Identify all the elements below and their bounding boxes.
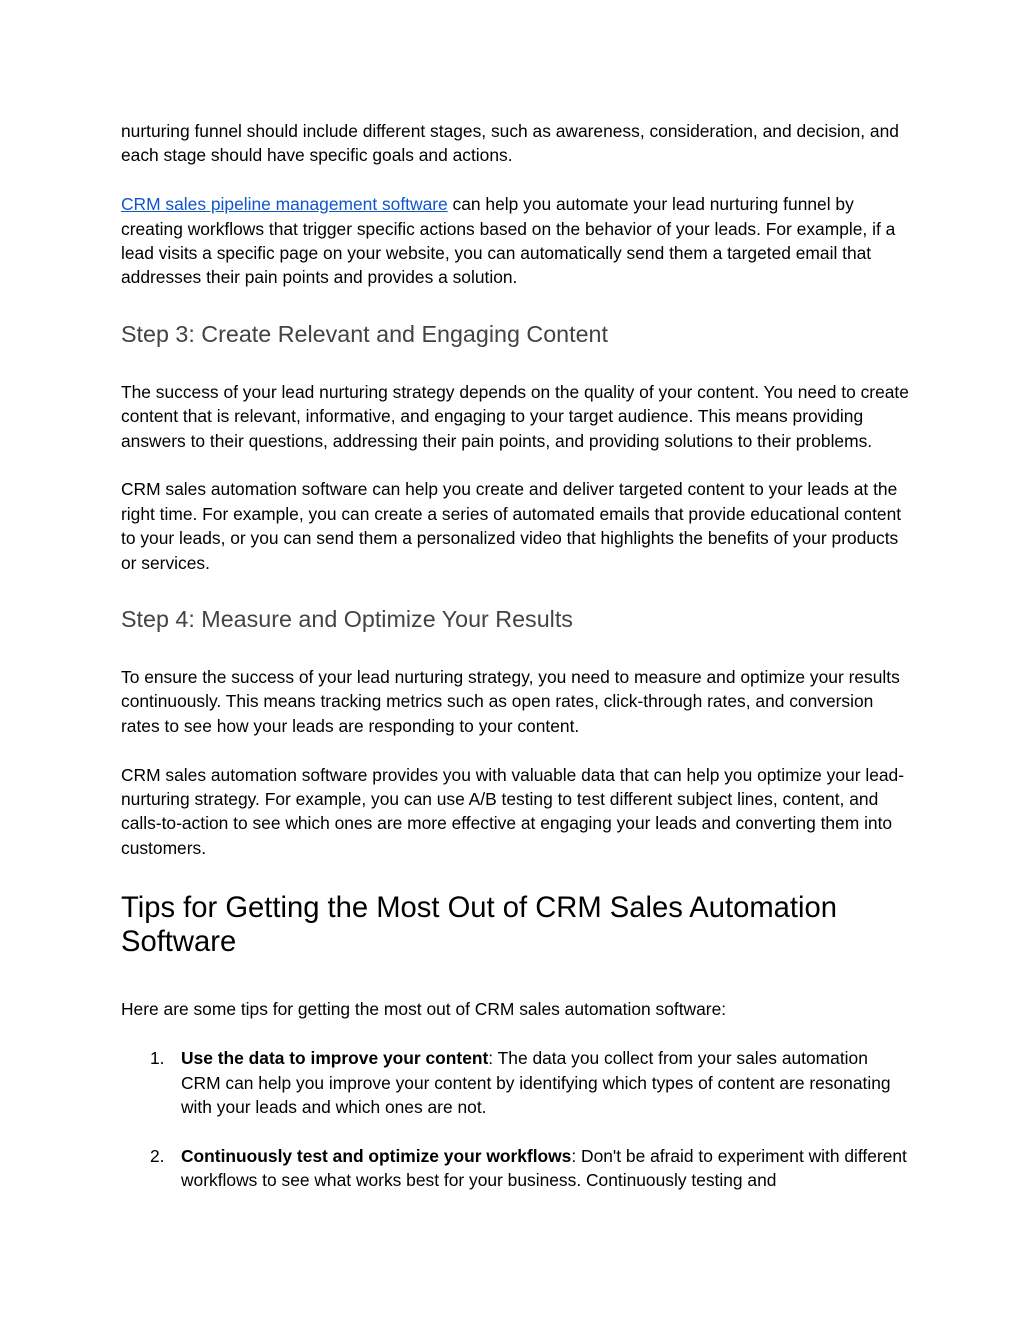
step4-heading: Step 4: Measure and Optimize Your Results (121, 606, 573, 633)
list-item (121, 1046, 911, 1119)
paragraph-valuable-data: CRM sales automation software provides you with valuable data that can help you optimize your lead-nurturing strategy. For example, you can use A/B testing to test different subject lines, content, and calls-to-action to see which ones are more effective at engaging your leads and converting them into customers. (121, 764, 904, 858)
spacer (121, 290, 911, 320)
document-page (121, 119, 911, 1193)
paragraph-targeted-content: CRM sales automation software can help you create and deliver targeted content to your leads at the right time. For example, you can create a series of automated emails that provide educational content to your leads, or you can send them a personalized video that highlights the benefits of your products or services. (121, 479, 902, 573)
spacer (121, 168, 911, 192)
list-item-text: : The data you collect from your sales automation CRM can help you improve your content by identifying which types of content are resonating with your leads and which ones are not. (181, 1048, 891, 1117)
spacer (121, 348, 911, 380)
list-item (121, 1144, 911, 1193)
list-item-text: : Don't be afraid to experiment with different workflows to see what works best for your business. Continuously testing and (181, 1145, 907, 1191)
tips-heading: Tips for Getting the Most Out of CRM Sales Automation Software (121, 892, 837, 959)
paragraph-pipeline-software (121, 192, 911, 290)
tips-intro: Here are some tips for getting the most out of CRM sales automation software: (121, 999, 727, 1020)
spacer (121, 575, 911, 605)
list-item-title: Use the data to improve your content (181, 1048, 489, 1069)
spacer (121, 860, 911, 891)
spacer (121, 959, 911, 997)
paragraph-pipeline-text: can help you automate your lead nurturing funnel by creating workflows that trigger specific actions based on the behavior of your leads. For example, if a lead visits a specific page on your website, you can automatically send them a targeted email that addresses their pain points and provides a solution. (121, 194, 896, 288)
paragraph-measure-results: To ensure the success of your lead nurturing strategy, you need to measure and optimize your results continuously. This means tracking metrics such as open rates, click-through rates, and conversion rates to see how your leads are responding to your content. (121, 667, 900, 736)
spacer (121, 453, 911, 477)
list-item-title: Continuously test and optimize your workflows (181, 1145, 572, 1166)
list-item-number: 2. (150, 1145, 165, 1166)
spacer (121, 1022, 911, 1046)
crm-pipeline-link[interactable]: CRM sales pipeline management software (121, 194, 448, 215)
spacer (121, 633, 911, 665)
spacer (121, 738, 911, 762)
step3-heading: Step 3: Create Relevant and Engaging Content (121, 320, 608, 347)
list-item-number: 1. (150, 1048, 165, 1069)
tips-list (121, 1046, 911, 1192)
paragraph-funnel-stages: nurturing funnel should include different stages, such as awareness, consideration, and decision, and each stage should have specific goals and actions. (121, 121, 899, 166)
paragraph-content-quality: The success of your lead nurturing strategy depends on the quality of your content. You need to create content that is relevant, informative, and engaging to your target audience. This means providing answers to their questions, addressing their pain points, and providing solutions to their problems. (121, 381, 909, 451)
